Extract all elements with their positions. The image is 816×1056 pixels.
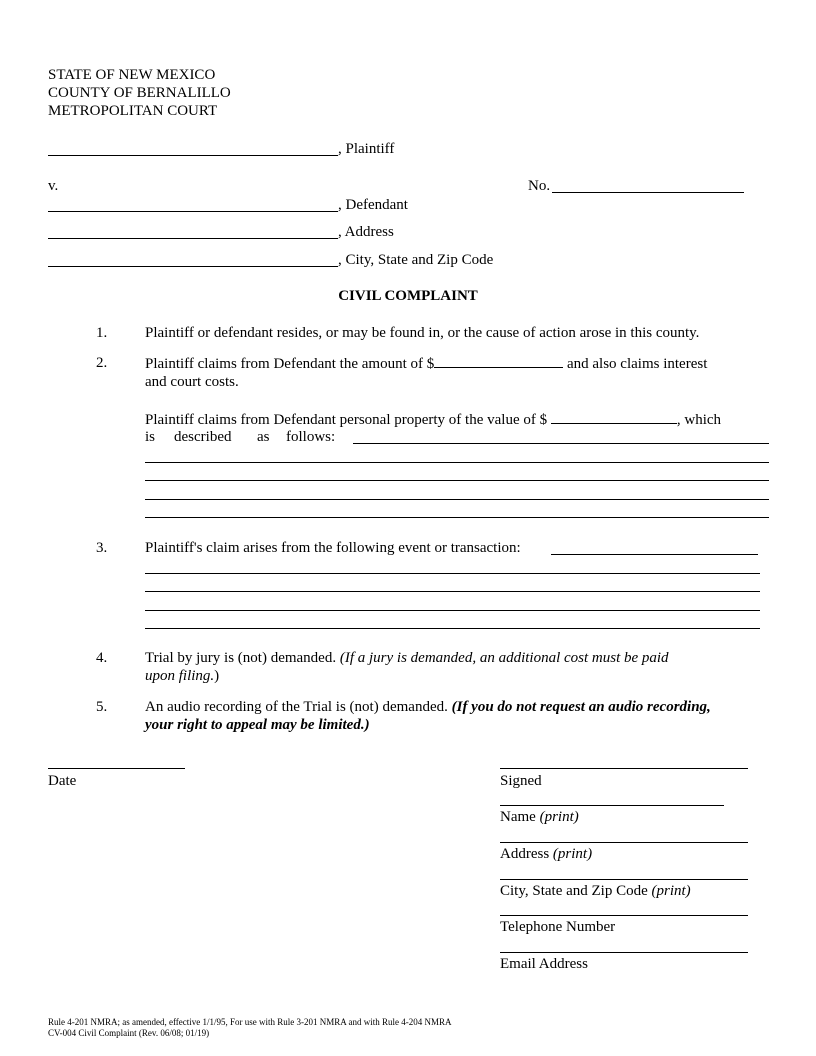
- name-label: [500, 808, 579, 826]
- property-description-line[interactable]: [145, 499, 769, 500]
- described-word-2: described: [174, 429, 232, 445]
- city-sig-label: [500, 882, 691, 900]
- item-2-property-text: Plaintiff claims from Defendant personal property of the value of $: [145, 412, 551, 428]
- telephone-field[interactable]: [500, 915, 748, 916]
- claim-event-line[interactable]: [145, 628, 760, 629]
- versus-label: v.: [48, 178, 59, 194]
- city-field[interactable]: [500, 879, 748, 880]
- item-1-number: 1.: [96, 325, 108, 341]
- case-number-label: No.: [528, 178, 551, 194]
- audio-warning: (If you do not request an audio recording,: [451, 699, 711, 715]
- jury-cost-note: (If a jury is demanded, an additional cost must be paid: [339, 650, 669, 666]
- item-2-interest-text: and also claims interest: [563, 356, 708, 372]
- address-sig-label: [500, 845, 592, 863]
- item-5-number: 5.: [96, 699, 108, 715]
- address-field[interactable]: [500, 842, 748, 843]
- telephone-label: Telephone Number: [500, 919, 616, 935]
- name-label-text: Name: [500, 809, 540, 825]
- item-2-which-text: , which: [676, 412, 722, 428]
- date-field[interactable]: [48, 768, 185, 769]
- described-word-1: is: [145, 429, 156, 445]
- item-2-number: 2.: [96, 355, 108, 371]
- item-2-line1: [145, 354, 707, 373]
- item-5-line2: [145, 716, 370, 734]
- item-1-text: Plaintiff or defendant resides, or may be found in, or the cause of action arose in this county.: [145, 325, 700, 341]
- property-description-line[interactable]: [145, 462, 769, 463]
- footer-rule-citation: Rule 4-201 NMRA; as amended, effective 1/1/95, For use with Rule 3-201 NMRA and with Rule 4-204 NMRA: [48, 1017, 452, 1027]
- described-word-3: as: [257, 429, 270, 445]
- court-county: COUNTY OF BERNALILLO: [48, 85, 231, 101]
- jury-demand-text: Trial by jury is (not) demanded.: [145, 650, 340, 666]
- defendant-address-field[interactable]: [48, 238, 338, 239]
- defendant-label: , Defendant: [338, 197, 408, 213]
- item-2-line2: and court costs.: [145, 374, 239, 390]
- document-title: CIVIL COMPLAINT: [338, 288, 478, 304]
- claim-amount-field[interactable]: [434, 354, 563, 368]
- property-description-line[interactable]: [145, 480, 769, 481]
- jury-cost-note-end: upon filing.: [145, 668, 215, 684]
- property-description-line[interactable]: [145, 517, 769, 518]
- audio-demand-text: An audio recording of the Trial is (not) demanded.: [145, 699, 452, 715]
- address-label: , Address: [338, 224, 394, 240]
- jury-cost-paren: ): [214, 668, 220, 684]
- item-2-property-line: [145, 410, 721, 429]
- defendant-name-field[interactable]: [48, 211, 338, 212]
- item-4-line2: [145, 667, 219, 685]
- property-value-field[interactable]: [551, 410, 677, 424]
- item-3-number: 3.: [96, 540, 108, 556]
- case-number-field[interactable]: [552, 192, 744, 193]
- email-label: Email Address: [500, 956, 588, 972]
- item-5-line1: [145, 698, 711, 716]
- plaintiff-label: , Plaintiff: [338, 141, 395, 157]
- defendant-city-field[interactable]: [48, 266, 338, 267]
- item-3-text: Plaintiff's claim arises from the following event or transaction:: [145, 540, 521, 556]
- city-state-zip-label: , City, State and Zip Code: [338, 252, 494, 268]
- signature-field[interactable]: [500, 768, 748, 769]
- city-label-text: City, State and Zip Code: [500, 883, 652, 899]
- item-2-amount-text: Plaintiff claims from Defendant the amount of $: [145, 356, 435, 372]
- item-4-number: 4.: [96, 650, 108, 666]
- claim-event-line[interactable]: [145, 610, 760, 611]
- item-4-line1: [145, 649, 669, 667]
- claim-event-line[interactable]: [145, 573, 760, 574]
- address-print-note: (print): [552, 846, 593, 862]
- footer-form-number: CV-004 Civil Complaint (Rev. 06/08; 01/19): [48, 1028, 210, 1038]
- audio-warning-end: your right to appeal may be limited.): [145, 717, 370, 733]
- claim-event-line[interactable]: [145, 591, 760, 592]
- claim-event-field[interactable]: [551, 554, 758, 555]
- name-print-note: (print): [539, 809, 579, 825]
- city-print-note: (print): [651, 883, 691, 899]
- address-label-text: Address: [500, 846, 553, 862]
- name-field[interactable]: [500, 805, 724, 806]
- plaintiff-name-field[interactable]: [48, 155, 338, 156]
- signed-label: Signed: [500, 773, 542, 789]
- property-description-field[interactable]: [353, 443, 769, 444]
- date-label: Date: [48, 773, 77, 789]
- court-name: METROPOLITAN COURT: [48, 103, 218, 119]
- email-field[interactable]: [500, 952, 748, 953]
- court-state: STATE OF NEW MEXICO: [48, 67, 216, 83]
- described-word-4: follows:: [286, 429, 336, 445]
